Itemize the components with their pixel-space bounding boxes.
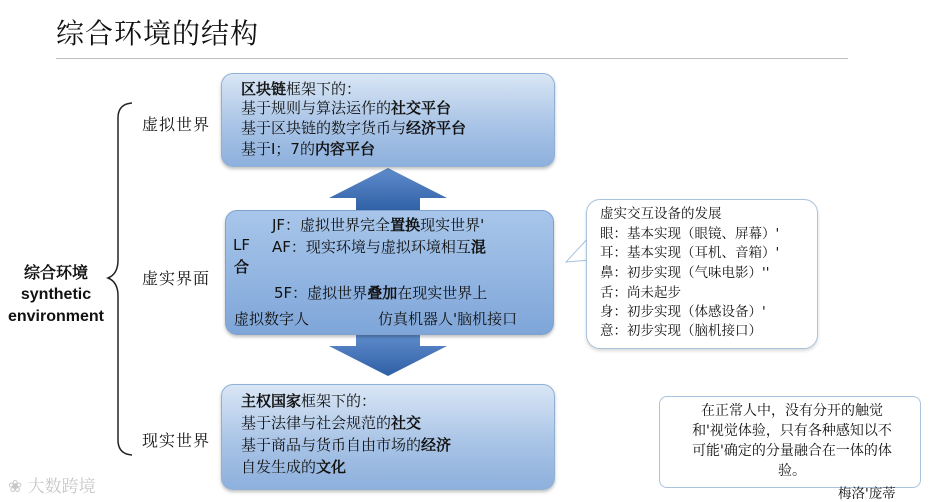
quote-line-3: 可能'确定的分量融合在一体的体	[692, 443, 892, 459]
up-arrow	[329, 168, 447, 212]
watermark-icon: ❀	[8, 477, 23, 497]
lf-label: LF	[233, 236, 250, 254]
top-line-4: 基于I；7的内容平台	[241, 140, 375, 158]
top-line-1: 区块链框架下的：	[241, 80, 362, 98]
sf-line: 5F：虚拟世界叠加在现实世界上	[274, 284, 488, 302]
robot-bci: 仿真机器人'脑机接口	[378, 310, 518, 328]
quote-line-1: 在正常人中，没有分开的触觉	[701, 403, 883, 419]
lf-label-tail: 合	[234, 258, 250, 276]
root-label	[0, 262, 112, 328]
down-arrow	[329, 334, 447, 376]
quote-text	[672, 401, 912, 481]
level-virtual: 虚拟世界	[142, 115, 211, 134]
bubble-eye: 眼：基本实现（眼镜、屏幕）'	[600, 226, 780, 242]
bubble-tongue: 舌：尚未起步	[600, 285, 681, 301]
quote-author: 梅洛'庞蒂	[838, 486, 896, 502]
slide-title: 综合环境的结构	[56, 17, 260, 50]
bot-line-4: 自发生成的文化	[241, 458, 347, 476]
bot-line-2: 基于法律与社会规范的社交	[241, 414, 422, 432]
top-line-2: 基于规则与算法运作的社交平台	[241, 99, 452, 117]
bubble-mind: 意：初步实现（脑机接口）	[600, 323, 762, 339]
root-label-cn: 综合环境	[23, 263, 88, 282]
bubble-ear: 耳：基本实现（耳机、音箱）'	[600, 245, 780, 261]
af-line: AF：现实环境与虚拟环境相互混	[272, 238, 486, 256]
bubble-body: 身：初步实现（体感设备）'	[600, 304, 766, 320]
bubble-nose: 鼻：初步实现（气味电影）''	[600, 265, 770, 281]
root-label-en-2: environment	[7, 308, 104, 325]
level-mixed: 虚实界面	[142, 269, 211, 288]
root-label-en-1: synthetic	[20, 286, 92, 303]
bubble-title: 虚实交互设备的发展	[600, 206, 722, 222]
quote-line-4: 验。	[778, 463, 806, 479]
bot-line-3: 基于商品与货币自由市场的经济	[241, 436, 452, 454]
jf-line: JF：虚拟世界完全置换现实世界'	[272, 216, 485, 234]
quote-line-2: 和'视觉体验，只有各种感知以不	[692, 423, 892, 439]
digital-human: 虚拟数字人	[234, 310, 310, 328]
level-real: 现实世界	[142, 431, 211, 450]
watermark-text: 大数跨境	[27, 477, 96, 497]
bot-line-1: 主权国家框架下的：	[241, 392, 377, 410]
watermark-logo	[8, 472, 96, 497]
top-line-3: 基于区块链的数字货币与经济平台	[241, 119, 467, 137]
